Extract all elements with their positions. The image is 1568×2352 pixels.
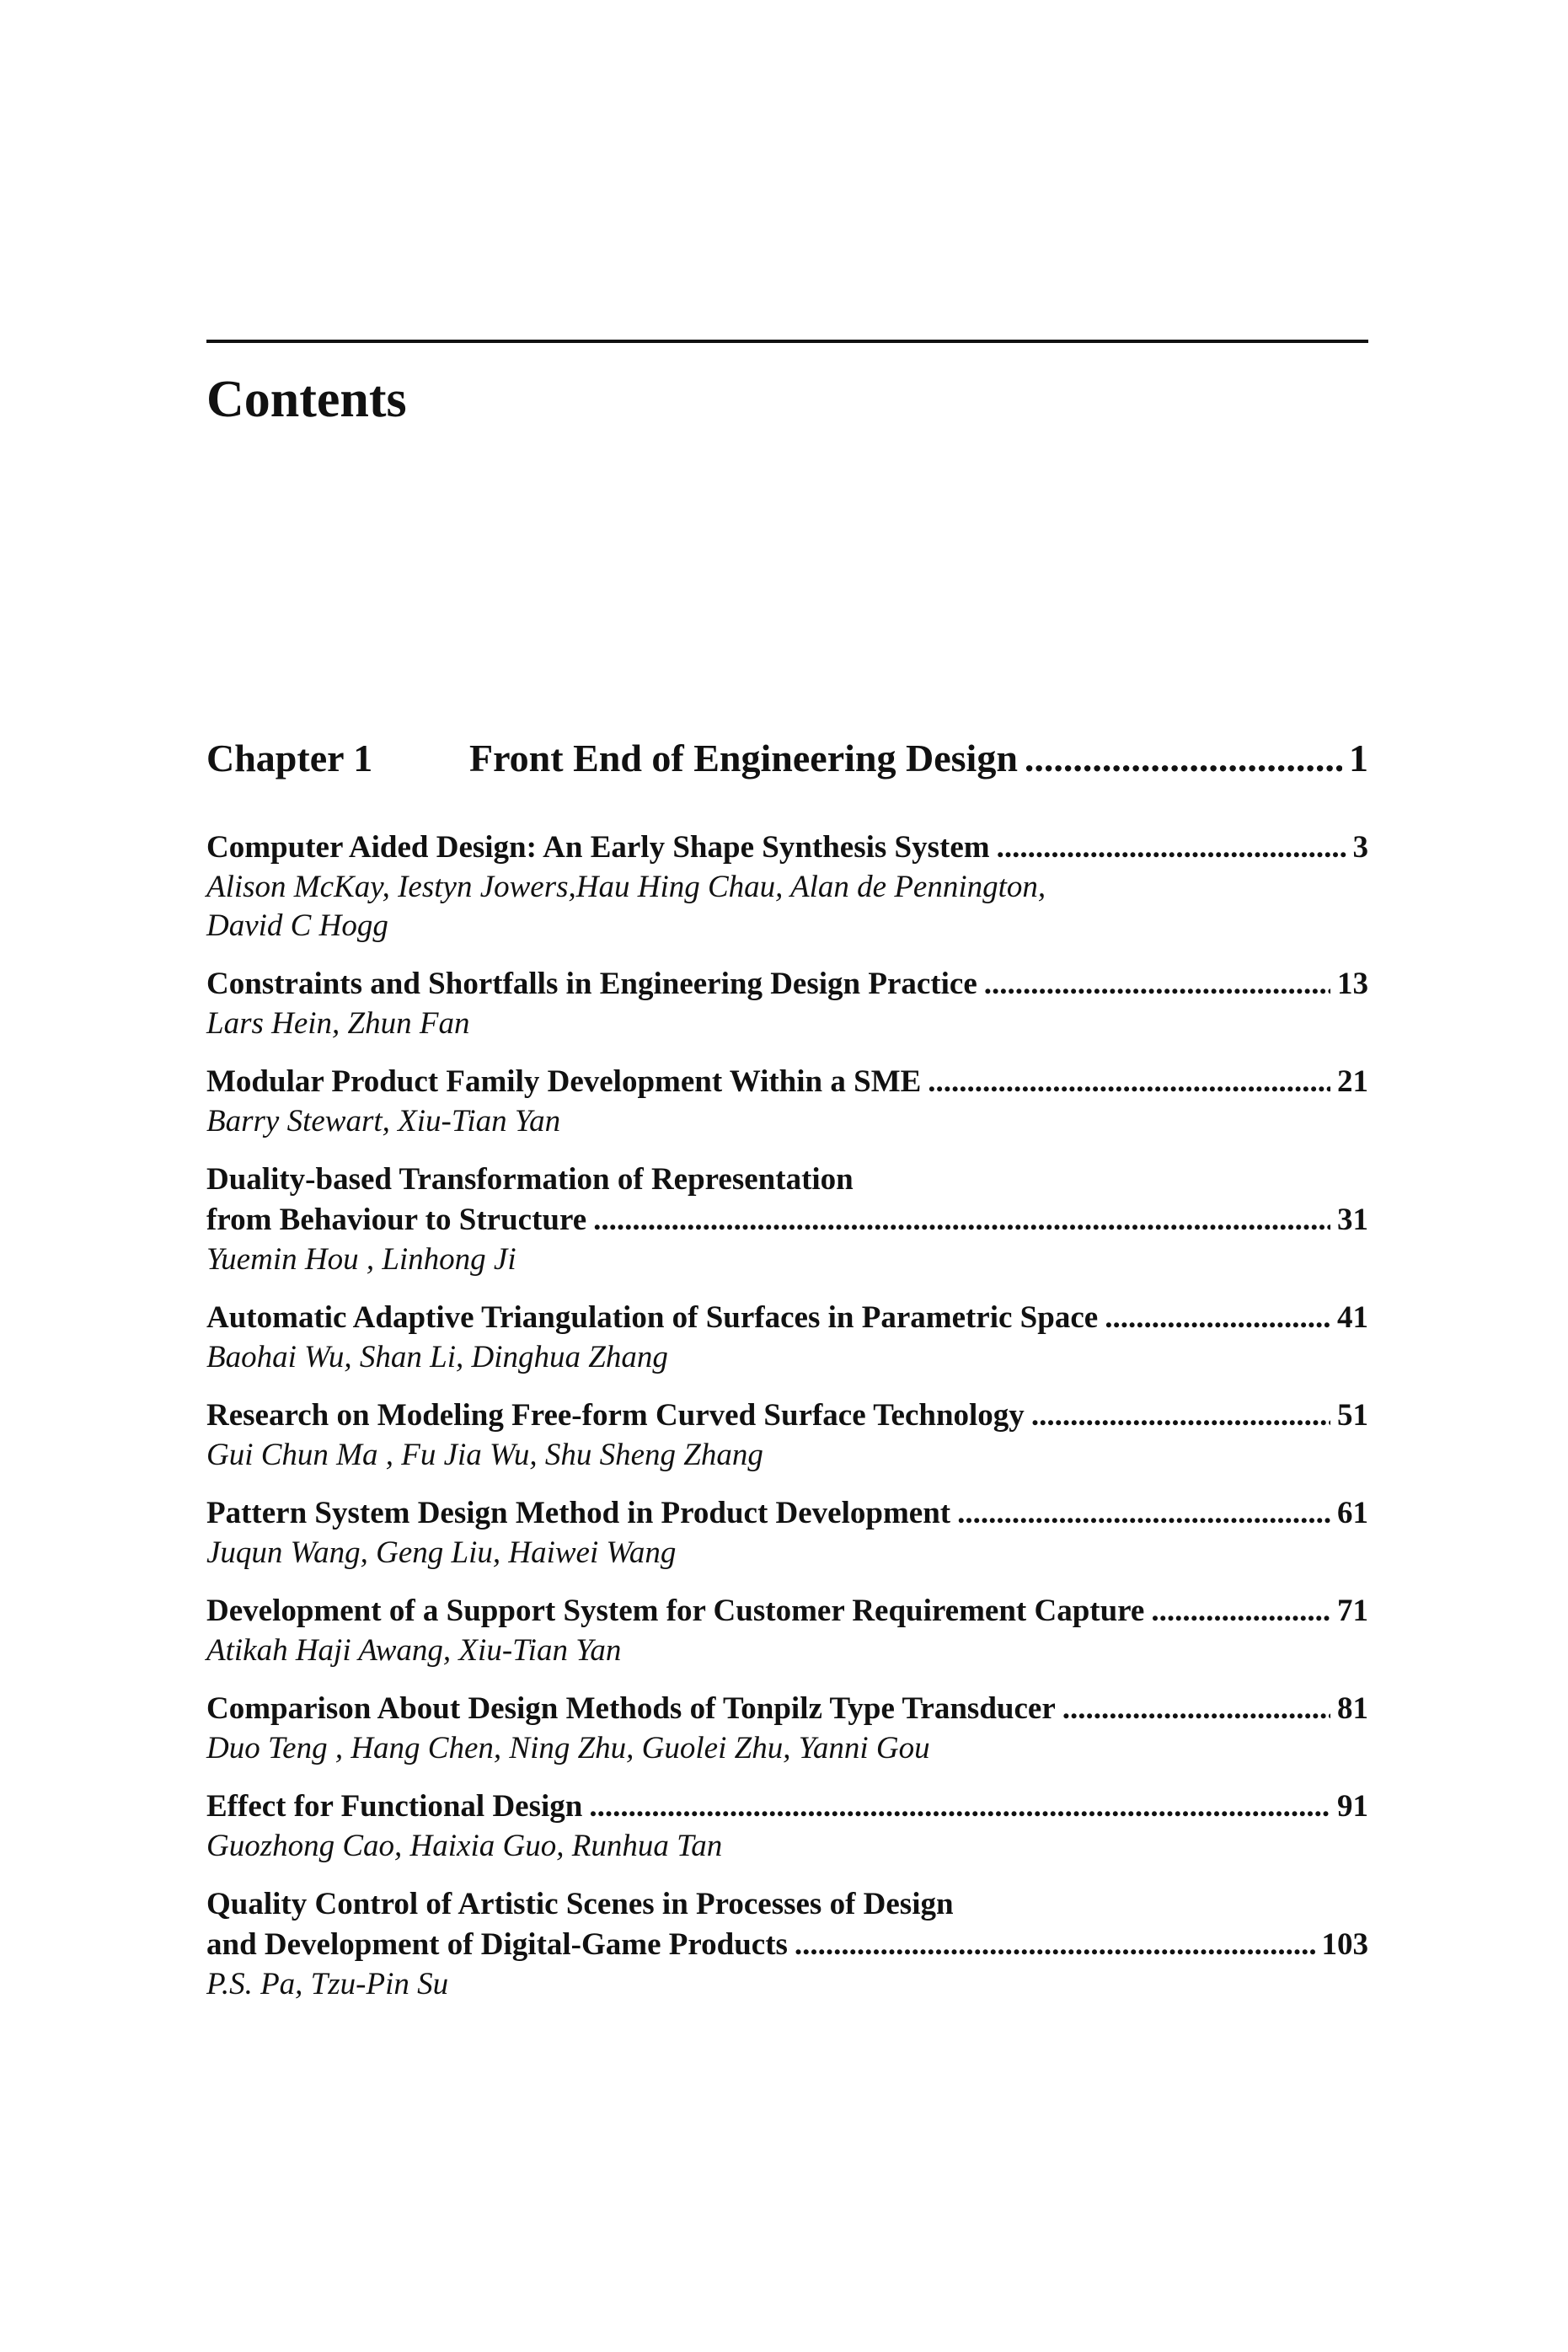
toc-entry[interactable] — [206, 1298, 1368, 1377]
chapter-title: Front End of Engineering Design — [469, 737, 1018, 780]
entry-title-line — [206, 1591, 1368, 1631]
dot-leader — [1062, 1689, 1330, 1729]
entry-title-line — [206, 1493, 1368, 1534]
entry-page-number: 51 — [1337, 1398, 1368, 1433]
entry-title: Effect for Functional Design — [206, 1789, 583, 1824]
entry-page-number: 21 — [1337, 1064, 1368, 1099]
toc-entry-list — [206, 828, 1368, 2023]
entry-page-number: 41 — [1337, 1300, 1368, 1335]
entry-title: and Development of Digital-Game Products — [206, 1927, 788, 1962]
entry-authors: Duo Teng , Hang Chen, Ning Zhu, Guolei Zhu, Yanni Gou — [206, 1731, 930, 1765]
toc-entry[interactable] — [206, 1160, 1368, 1279]
entry-title-line — [206, 1298, 1368, 1338]
entry-title-line — [206, 1200, 1368, 1240]
entry-title: from Behaviour to Structure — [206, 1203, 587, 1237]
entry-title: Pattern System Design Method in Product Development — [206, 1496, 951, 1530]
entry-authors: Atikah Haji Awang, Xiu-Tian Yan — [206, 1633, 622, 1668]
toc-entry[interactable] — [206, 964, 1368, 1043]
entry-title-line — [206, 1689, 1368, 1729]
entry-page-number: 91 — [1337, 1789, 1368, 1824]
toc-entry[interactable] — [206, 1062, 1368, 1141]
toc-entry[interactable] — [206, 1591, 1368, 1670]
toc-entry[interactable] — [206, 828, 1368, 946]
dot-leader — [1105, 1298, 1330, 1338]
entry-title-line — [206, 1396, 1368, 1436]
entry-title: Modular Product Family Development Within a SME — [206, 1064, 922, 1099]
entry-title-line — [206, 828, 1368, 868]
dot-leader — [589, 1787, 1330, 1827]
entry-title: Automatic Adaptive Triangulation of Surfaces in Parametric Space — [206, 1300, 1099, 1335]
dot-leader — [997, 828, 1346, 868]
toc-entry[interactable] — [206, 1396, 1368, 1475]
entry-page-number: 103 — [1321, 1927, 1368, 1962]
entry-authors: Barry Stewart, Xiu-Tian Yan — [206, 1104, 561, 1138]
chapter-heading[interactable] — [206, 731, 1368, 785]
entry-title: Computer Aided Design: An Early Shape Synthesis System — [206, 830, 990, 865]
entry-authors: Lars Hein, Zhun Fan — [206, 1006, 470, 1041]
entry-authors: Juqun Wang, Geng Liu, Haiwei Wang — [206, 1535, 677, 1570]
entry-authors: Yuemin Hou , Linhong Ji — [206, 1242, 516, 1277]
entry-authors: Gui Chun Ma , Fu Jia Wu, Shu Sheng Zhang — [206, 1438, 763, 1472]
dot-leader — [1025, 731, 1342, 785]
entry-authors: Guozhong Cao, Haixia Guo, Runhua Tan — [206, 1829, 723, 1863]
chapter-page-number: 1 — [1349, 737, 1368, 780]
entry-page-number: 3 — [1352, 830, 1368, 865]
entry-authors: Alison McKay, Iestyn Jowers,Hau Hing Chau, Alan de Pennington, — [206, 870, 1046, 904]
toc-entry[interactable] — [206, 1689, 1368, 1768]
entry-title-line — [206, 1925, 1368, 1965]
dot-leader — [795, 1925, 1315, 1965]
entry-title-line: Quality Control of Artistic Scenes in Processes of Design — [206, 1887, 954, 1921]
toc-entry[interactable] — [206, 1787, 1368, 1866]
entry-title: Development of a Support System for Customer Requirement Capture — [206, 1594, 1145, 1628]
dot-leader — [1151, 1591, 1330, 1631]
dot-leader — [593, 1200, 1330, 1240]
dot-leader — [928, 1062, 1330, 1102]
entry-title-line — [206, 1062, 1368, 1102]
dot-leader — [1031, 1396, 1330, 1436]
heading-rule — [206, 340, 1368, 343]
entry-page-number: 13 — [1337, 967, 1368, 1001]
entry-page-number: 81 — [1337, 1691, 1368, 1726]
entry-title-line — [206, 964, 1368, 1005]
entry-authors: P.S. Pa, Tzu-Pin Su — [206, 1967, 449, 2001]
entry-page-number: 31 — [1337, 1203, 1368, 1237]
chapter-number: Chapter 1 — [206, 737, 373, 780]
page-title: Contents — [206, 371, 407, 428]
entry-page-number: 71 — [1337, 1594, 1368, 1628]
toc-entry[interactable] — [206, 1493, 1368, 1572]
toc-entry[interactable] — [206, 1884, 1368, 2004]
entry-authors: David C Hogg — [206, 908, 388, 943]
entry-title-line: Duality-based Transformation of Representation — [206, 1162, 854, 1197]
dot-leader — [984, 964, 1330, 1005]
entry-title: Constraints and Shortfalls in Engineering Design Practice — [206, 967, 977, 1001]
entry-authors: Baohai Wu, Shan Li, Dinghua Zhang — [206, 1340, 668, 1374]
entry-title: Comparison About Design Methods of Tonpilz Type Transducer — [206, 1691, 1056, 1726]
entry-title: Research on Modeling Free-form Curved Surface Technology — [206, 1398, 1025, 1433]
entry-title-line — [206, 1787, 1368, 1827]
entry-page-number: 61 — [1337, 1496, 1368, 1530]
dot-leader — [957, 1493, 1330, 1534]
